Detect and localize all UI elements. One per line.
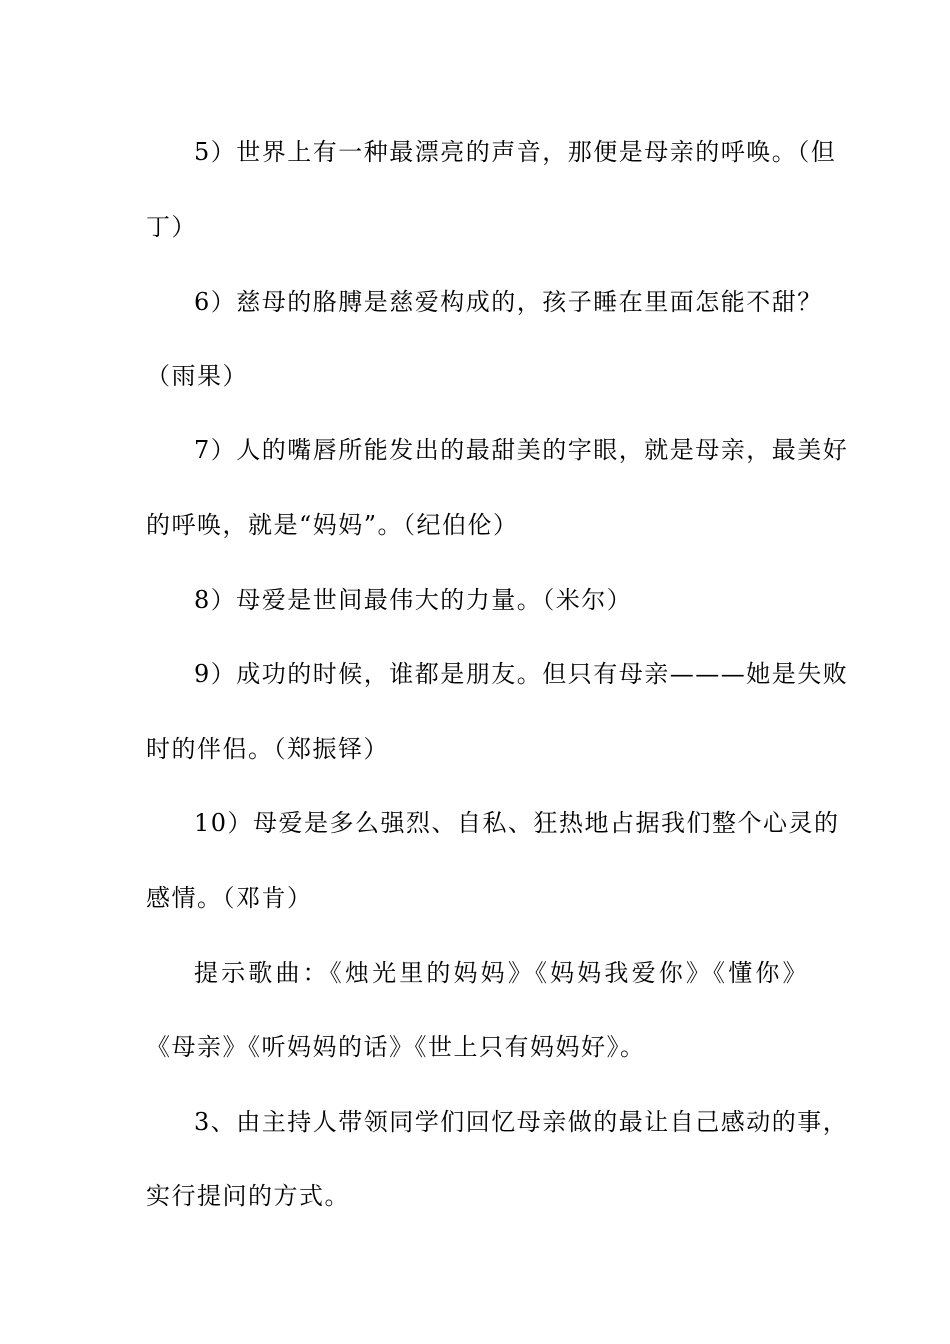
activity-3-line-1: 3、由主持人带领同学们回忆母亲做的最让自己感动的事，: [194, 1108, 849, 1136]
quote-5-line-1: 5）世界上有一种最漂亮的声音，那便是母亲的呼唤。（但: [194, 138, 837, 166]
quote-10-line-1: 10）母爱是多么强烈、自私、狂热地占据我们整个心灵的: [194, 809, 840, 837]
quote-7-line-1: 7）人的嘴唇所能发出的最甜美的字眼，就是母亲，最美好: [194, 436, 849, 464]
quote-10-line-2: 感情。（邓肯）: [146, 884, 313, 912]
song-list-line-1: 提示歌曲：《烛光里的妈妈》《妈妈我爱你》《懂你》: [194, 959, 808, 987]
quote-9-line-2: 时的伴侣。（郑振铎）: [146, 735, 389, 763]
quote-5-line-2: 丁）: [146, 213, 197, 241]
quote-6-line-1: 6）慈母的胳膊是慈爱构成的，孩子睡在里面怎能不甜？: [194, 288, 823, 316]
quote-6-line-2: （雨果）: [146, 362, 248, 390]
quote-9-line-1: 9）成功的时候，谁都是朋友。但只有母亲———她是失败: [194, 660, 849, 688]
song-list-line-2: 《母亲》《听妈妈的话》《世上只有妈妈好》。: [146, 1033, 646, 1061]
quote-7-line-2: 的呼唤，就是“妈妈”。（纪伯伦）: [146, 511, 519, 539]
activity-3-line-2: 实行提问的方式。: [146, 1182, 350, 1210]
quote-8-line-1: 8）母爱是世间最伟大的力量。（米尔）: [194, 586, 633, 614]
